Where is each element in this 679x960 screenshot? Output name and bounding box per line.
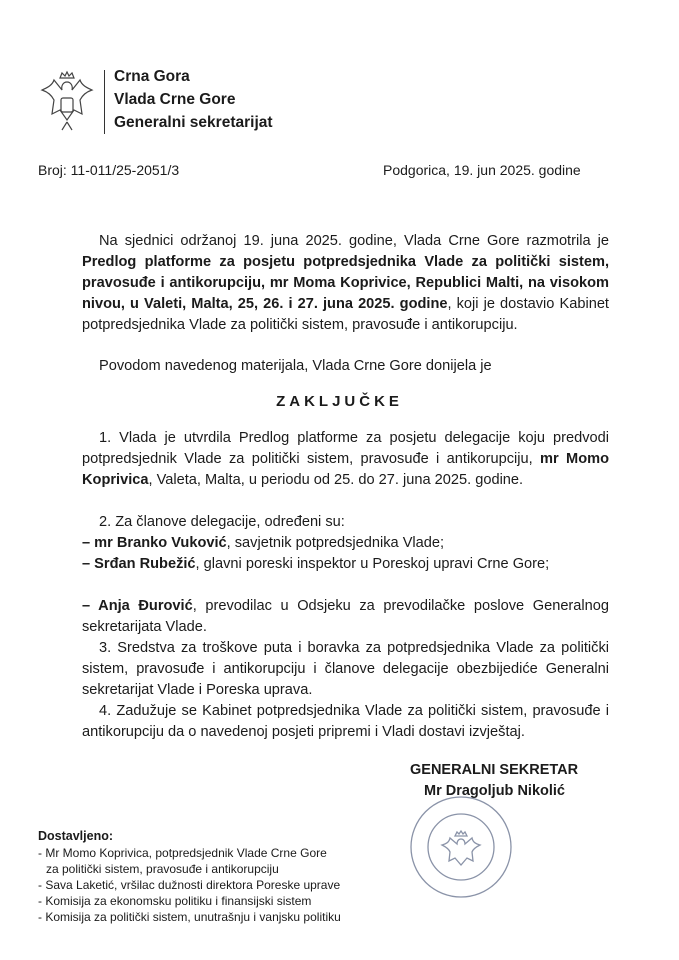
member-1-role: , savjetnik potpredsjednika Vlade; [226,535,445,551]
member-1 [82,533,444,554]
coat-of-arms-icon [38,70,96,136]
povodom-text: Povodom navedenog materijala, Vlada Crne Gore donijela je [99,358,492,374]
distribution-item: - Komisija za politički sistem, unutrašnju i vanjsku politiku [38,910,341,924]
distribution-item: - Komisija za ekonomsku politiku i finansijski sistem [38,894,312,908]
intro-text: Na sjednici održanoj 19. juna 2025. godine, Vlada Crne Gore razmotrila je [99,233,609,249]
signature-name: Mr Dragoljub Nikolić [424,783,565,799]
member-1-name: mr Branko Vuković [94,535,227,551]
conclusions-heading: ZAKLJUČKE [276,393,403,410]
member-2 [82,554,609,575]
conclusion-1-text: 1. Vlada je utvrdila Predlog platforme za posjetu delegacije koju predvodi potpredsjednik Vlade za politički sistem, pravosuđe i antikorupciju, [82,430,609,467]
intro-subject: Predlog platforme za posjetu potpredsjednika Vlade za politički sistem, pravosuđe i antikorupciju, mr Moma Koprivice, Republici Malti, na visokom nivou, u Valeti, Malta, 25, 26. i 27. juna 2025. godine [82,254,609,312]
official-stamp-icon [406,792,516,902]
delegation-head: mr Momo Koprivica [82,451,609,488]
header-government: Vlada Crne Gore [114,91,236,108]
member-2-dash: – [82,556,95,572]
place-date: Podgorica, 19. jun 2025. godine [383,162,581,178]
distribution-item: za politički sistem, pravosuđe i antikorupciju [46,862,279,876]
conclusion-4: 4. Zadužuje se Kabinet potpredsjednika Vlade za politički sistem, pravosuđe i antikorupciju da o navedenoj posjeti pripremi i Vladi dostavi izvještaj. [82,703,609,740]
member-2-name: Srđan Rubežić [94,556,196,572]
distribution-item: - Mr Momo Koprivica, potpredsjednik Vlade Crne Gore [38,846,327,860]
conclusion-1 [82,428,609,491]
member-3-role: , prevodilac u Odsjeku za prevodilačke poslove Generalnog sekretarijata Vlade. [82,598,610,635]
conclusion-3: 3. Sredstva za troškove puta i boravka za potpredsjednika Vlade za politički sistem, pravosuđe i antikorupciju i članove delegacije obezbijediće Generalni sekretarijat Vlade i Poreska uprava. [82,640,609,698]
header-country: Crna Gora [114,68,190,85]
member-2-role: , glavni poreski inspektor u Poreskoj upravi Crne Gore; [195,556,550,572]
member-1-dash: – [82,535,95,551]
member-3-dash: – [82,598,99,614]
conclusion-1-text-end: , Valeta, Malta, u periodu od 25. do 27. juna 2025. godine. [148,472,524,488]
intro-paragraph [82,231,609,336]
document-number: Broj: 11-011/25-2051/3 [38,162,180,178]
member-3-name: Anja Đurović [98,598,193,614]
header-divider [104,70,105,134]
distribution-title: Dostavljeno: [38,829,114,843]
distribution-item: - Sava Laketić, vršilac dužnosti direktora Poreske uprave [38,878,341,892]
intro-text-end: , koji je dostavio Kabinet potpredsjednika Vlade za politički sistem, pravosuđe i antikorupciju. [82,296,609,333]
conclusion-2-intro: 2. Za članove delegacije, određeni su: [99,514,345,530]
member-3 [82,596,609,638]
header-secretariat: Generalni sekretarijat [114,114,273,131]
signature-title: GENERALNI SEKRETAR [410,762,579,778]
